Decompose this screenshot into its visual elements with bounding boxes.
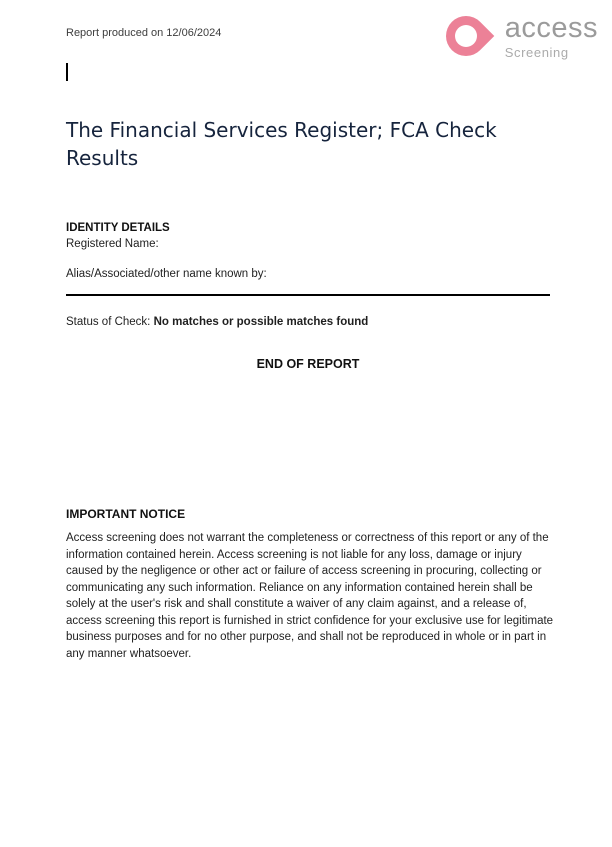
logo-wordmark [504, 11, 598, 60]
status-label: Status of Check: [66, 316, 151, 328]
alias-label: Alias/Associated/other name known by: [66, 268, 267, 280]
report-produced-date: Report produced on 12/06/2024 [66, 27, 222, 39]
logo-subbrand-text: Screening [504, 44, 569, 60]
status-of-check-row [66, 316, 368, 328]
access-screening-logo [440, 12, 598, 60]
important-notice-body: Access screening does not warrant the completeness or correctness of this report or any of the information contained herein. Access screening is not liable for any loss, damage or injury caused by the negligence or other act or failure of access screening in procuring, collecting or communicating any such information. Reliance on any information contained herein shall be solely at the user's risk and shall constitute a waiver of any claim against, and a release of, access screening this report is furnished in strict confidence for your exclusive use for legitimate business purposes and for no other purpose, and shall not be reproduced in whole or in part in any manner whatsoever. [66, 532, 554, 660]
end-of-report-text: END OF REPORT [256, 357, 360, 371]
page-title: The Financial Services Register; FCA Check Results [66, 118, 497, 170]
text-cursor [66, 63, 68, 81]
logo-brand-text: access [504, 11, 598, 44]
registered-name-row [66, 238, 159, 250]
alias-row [66, 268, 267, 280]
identity-details-heading: IDENTITY DETAILS [66, 222, 170, 234]
access-logo-icon [440, 12, 496, 60]
status-value: No matches or possible matches found [153, 316, 369, 328]
section-divider [66, 294, 550, 296]
registered-name-label: Registered Name: [66, 238, 159, 250]
important-notice-heading: IMPORTANT NOTICE [66, 507, 186, 521]
logo-hole-shape [455, 25, 477, 47]
